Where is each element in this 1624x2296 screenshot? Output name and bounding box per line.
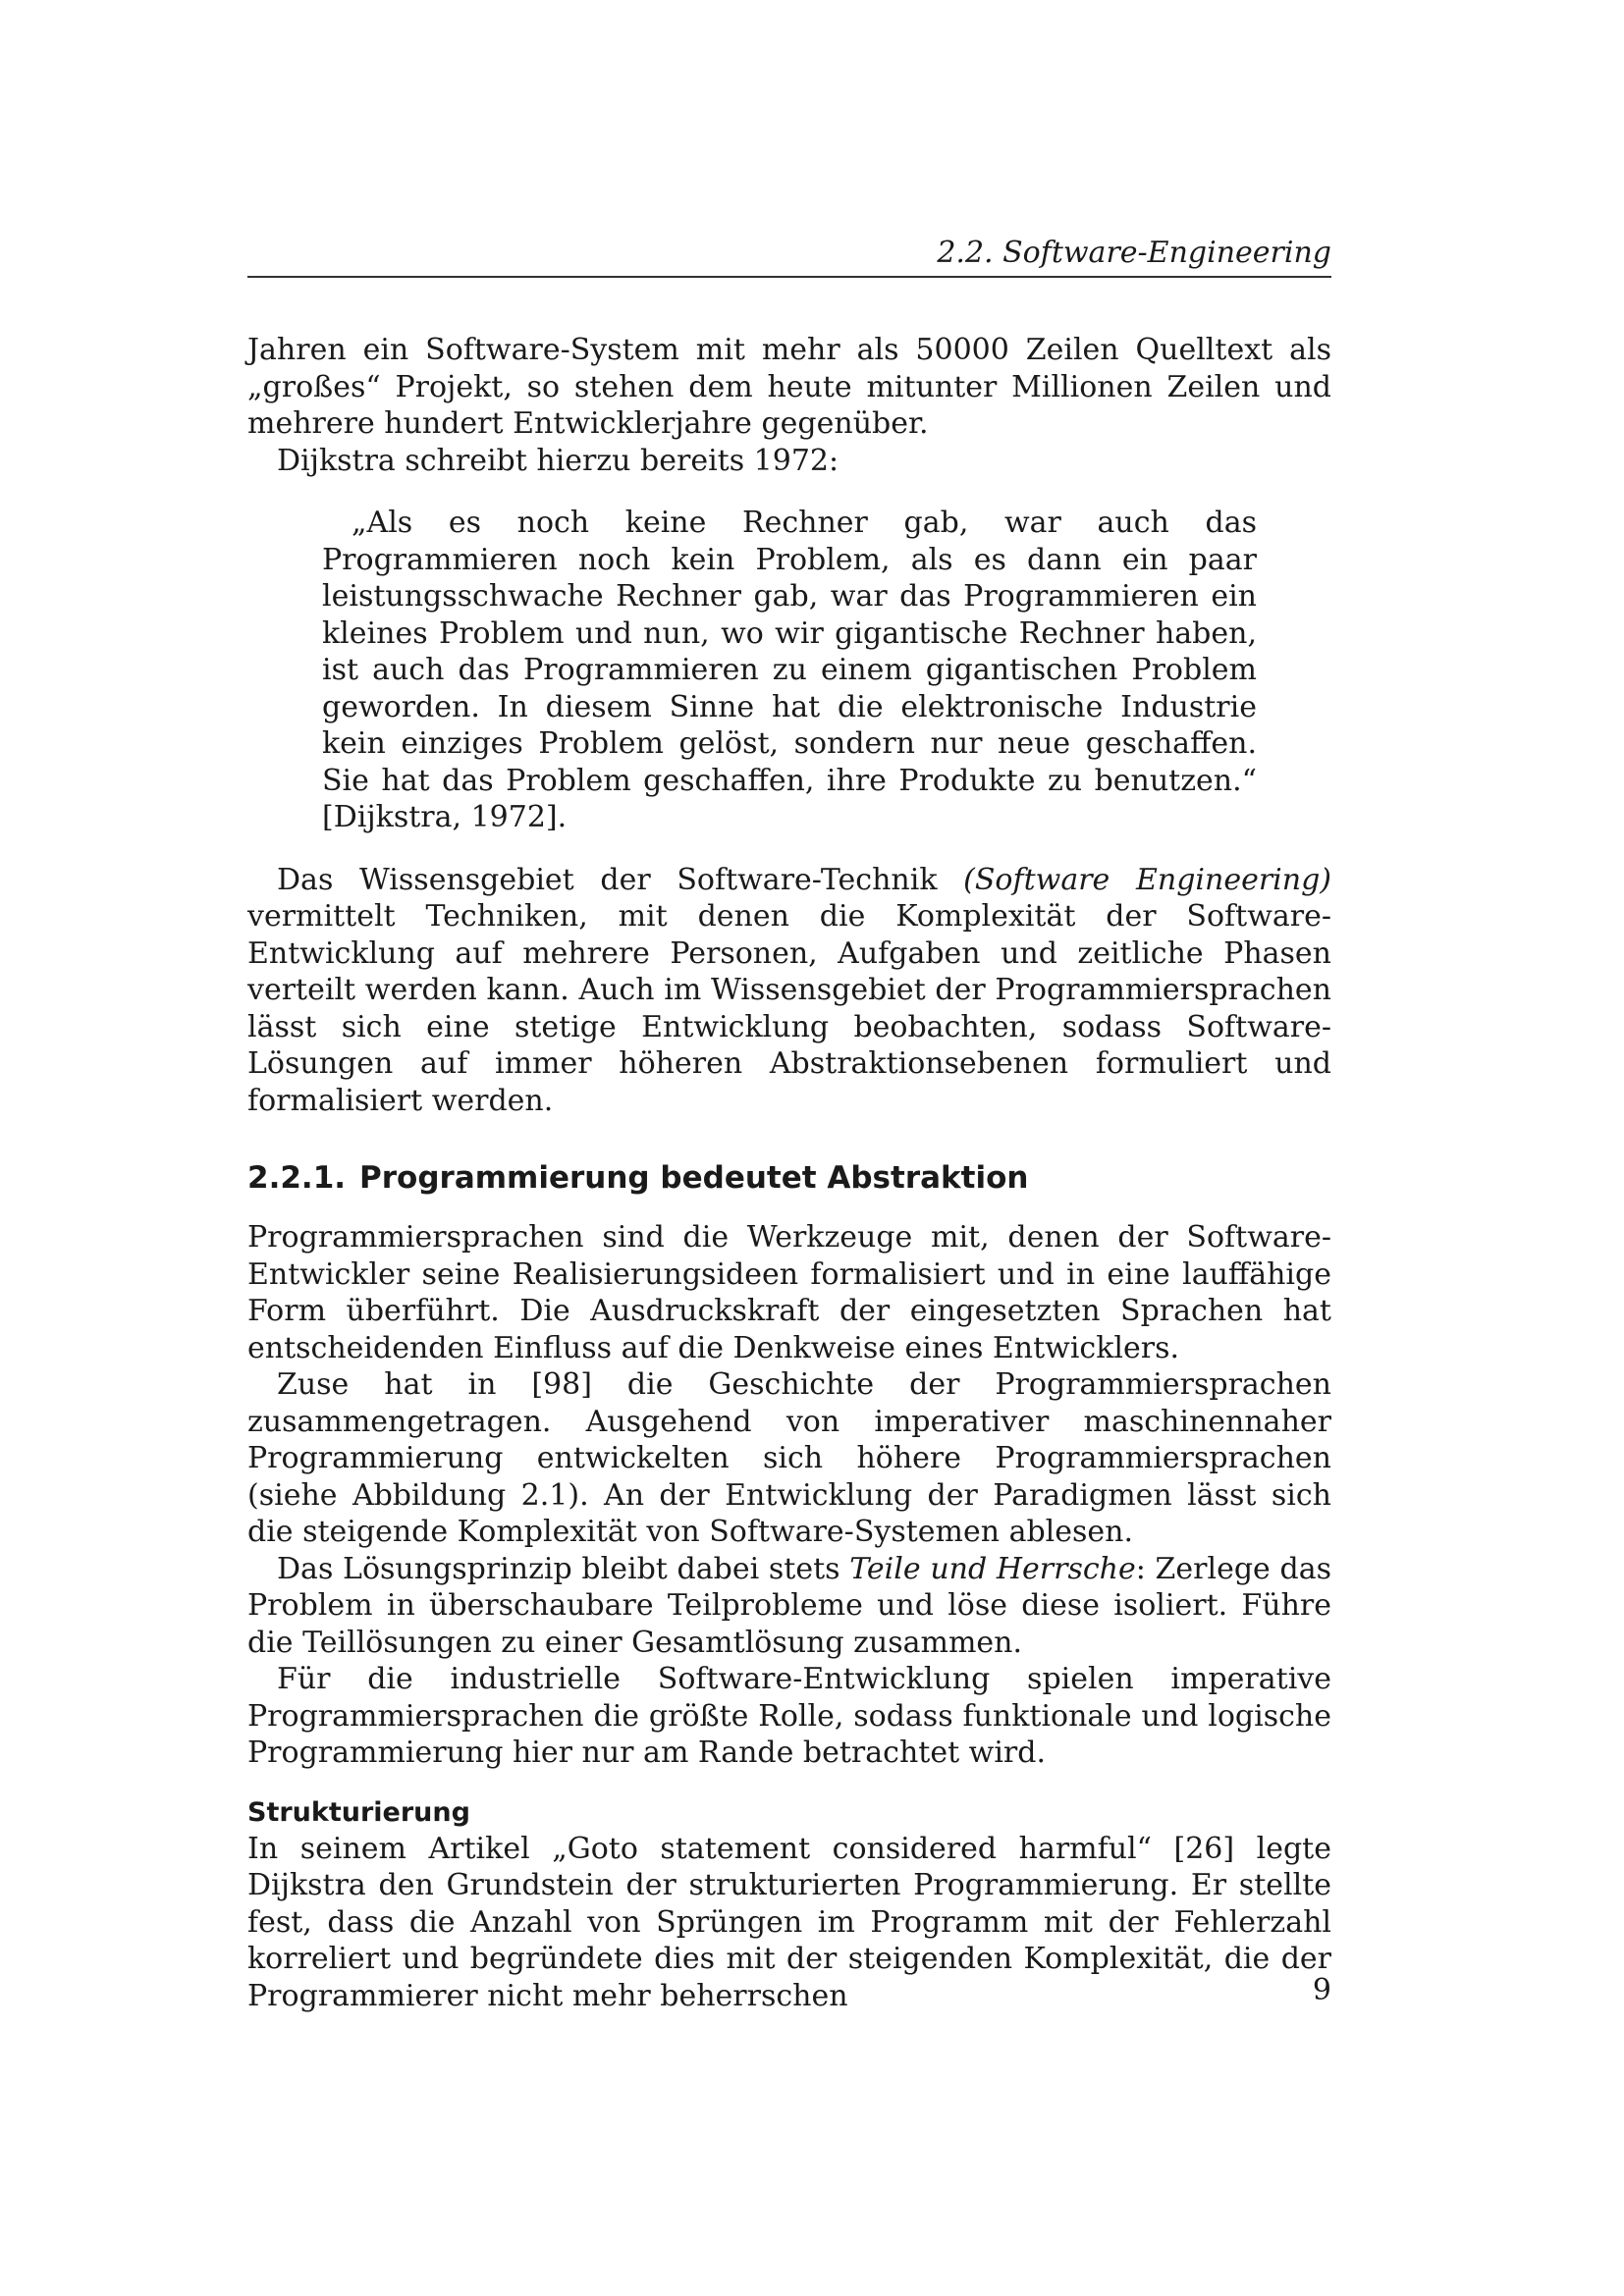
section-heading [247,1158,1331,1198]
block-quote: „Als es noch keine Rechner gab, war auch das Programmieren noch kein Problem, als es dann ein paar leistungsschwache Rechner gab, war das Programmieren ein kleines Problem und nun, wo wir gigantische Rechner haben, ist auch das Programmieren zu einem gigantischen Problem geworden. In diesem Sinne hat die elektronische Industrie kein einziges Problem gelöst, sondern nur neue geschaffen. Sie hat das Problem geschaffen, ihre Produkte zu benutzen.“ [Dijkstra, 1972]. [322,506,1257,834]
paragraph-text: Das Lösungsprinzip bleibt dabei stets [277,1551,850,1586]
paragraph-dijkstra-lead: Dijkstra schreibt hierzu bereits 1972: [277,443,839,478]
paragraph-industrielle: Für die industrielle Software-Entwicklung spielen imperative Programmiersprachen die größte Rolle, sodass funktionale und logische Programmierung hier nur am Rande betrachtet wird. [247,1662,1331,1770]
subsection-heading: Strukturierung [247,1796,470,1828]
paragraph-text: : Zerlege das Problem in überschaubare Teilprobleme und löse diese isoliert. Führe die Teillösungen zu einer Gesamtlösung zusammen. [247,1551,1331,1660]
page-number: 9 [1312,1973,1331,2007]
paragraph-text: vermittelt Techniken, mit denen die Komplexität der Software-Entwicklung auf mehrere Personen, Aufgaben und zeitliche Phasen verteilt werden kann. Auch im Wissensgebiet der Programmiersprachen lässt sich eine stetige Entwicklung beobachten, sodass Software-Lösungen auf immer höheren Abstraktionsebenen formuliert und formalisiert werden. [247,899,1331,1118]
paragraph-zuse: Zuse hat in [98] die Geschichte der Programmiersprachen zusammengetragen. Ausgehend von imperativer maschinennaher Programmierung entwickelten sich höhere Programmiersprachen (siehe Abbildung 2.1). An der Entwicklung der Paradigmen lässt sich die steigende Komplexität von Software-Systemen ablesen. [247,1367,1331,1549]
body-text [247,332,1331,2014]
paragraph-loesungsprinzip [247,1551,1331,1662]
paragraph-werkzeuge: Programmiersprachen sind die Werkzeuge mit, denen der Software-Entwickler seine Realisierungsideen formalisiert und in eine lauffähige Form überführt. Die Ausdruckskraft der eingesetzten Sprachen hat entscheidenden Einfluss auf die Denkweise eines Entwicklers. [247,1220,1331,1365]
paragraph-goto: In seinem Artikel „Goto statement considered harmful“ [26] legte Dijkstra den Grundstein der strukturierten Programmierung. Er stellte fest, dass die Anzahl von Sprüngen im Programm mit der Fehlerzahl korreliert und begründete dies mit der steigenden Komplexität, die der Programmierer nicht mehr beherrschen [247,1831,1331,2013]
paragraph-software-technik [247,862,1331,1120]
paragraph-intro: Jahren ein Software-System mit mehr als 50000 Zeilen Quelltext als „großes“ Projekt, so stehen dem heute mitunter Millionen Zeilen und mehrere hundert Entwicklerjahre gegenüber. [247,333,1331,441]
running-header: 2.2. Software-Engineering [937,236,1331,270]
header-rule [247,276,1331,278]
section-title: Programmierung bedeutet Abstraktion [359,1160,1029,1196]
section-number: 2.2.1. [247,1160,347,1196]
emphasis-term: (Software Engineering) [963,862,1331,897]
paragraph-text: Das Wissensgebiet der Software-Technik [277,862,964,897]
emphasis-term: Teile und Herrsche [849,1551,1136,1586]
